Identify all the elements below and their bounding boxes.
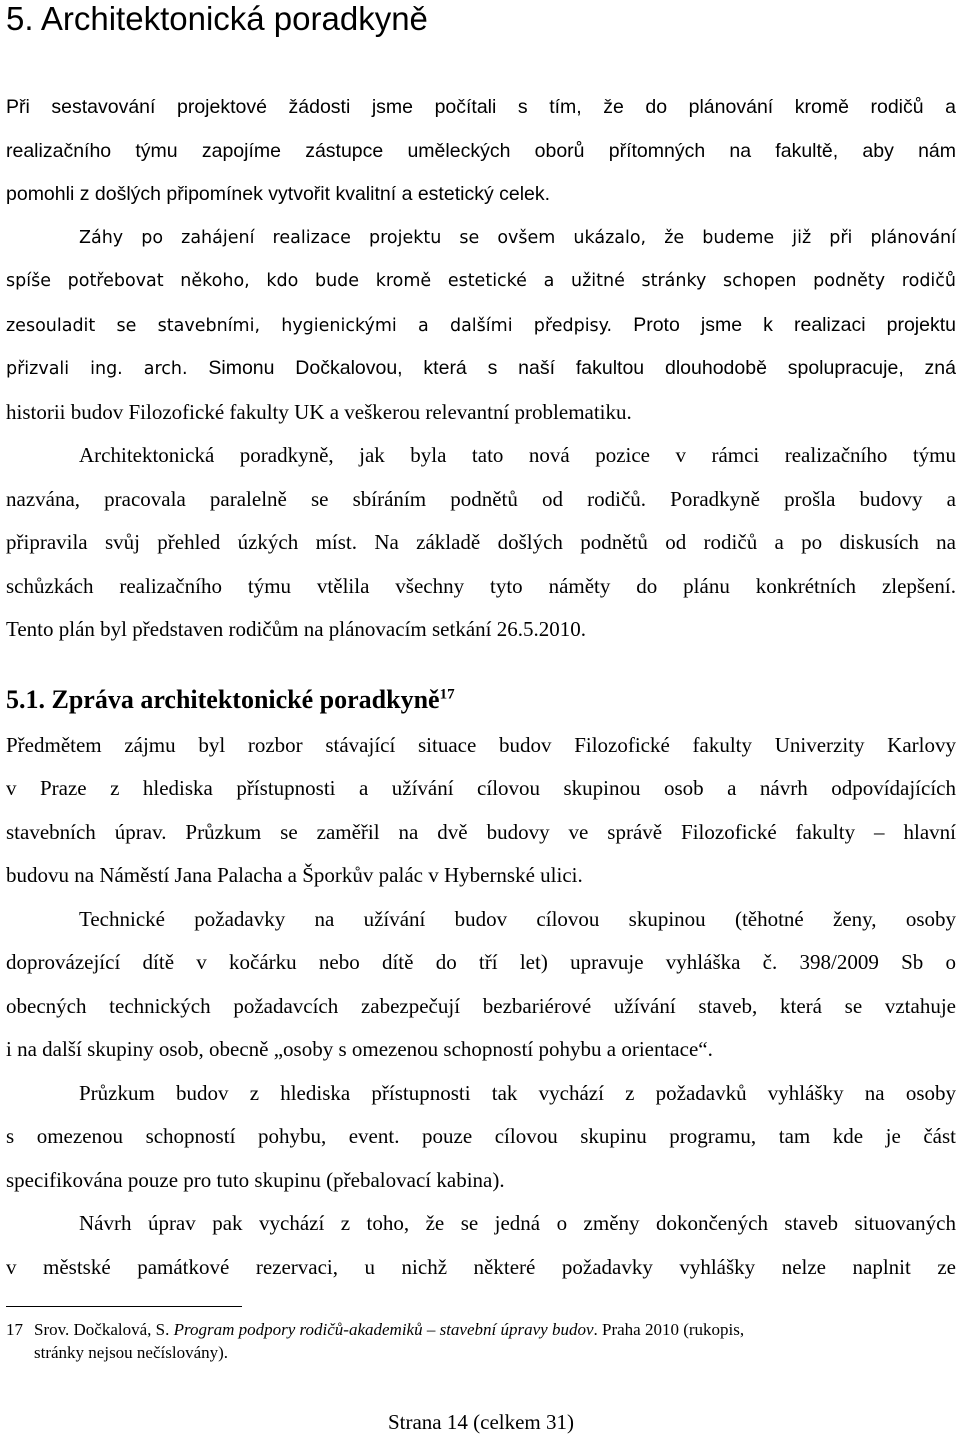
paragraph-line xyxy=(6,347,956,391)
chapter-title: 5. Architektonická poradkyně xyxy=(6,0,428,37)
paragraph-line: nazvána, pracovala paralelně se sbíráním podnětů od rodičů. Poradkyně prošla budovy a xyxy=(6,486,956,511)
footnote-continuation: stránky nejsou nečíslovány). xyxy=(34,1343,229,1362)
line-segment: Proto jsme k realizaci projektu xyxy=(612,313,956,336)
paragraph-line: Předmětem zájmu byl rozbor stávající situace budov Filozofické fakulty Univerzity Karlovy xyxy=(6,732,956,757)
paragraph-line: Architektonická poradkyně, jak byla tato nová pozice v rámci realizačního týmu xyxy=(79,443,956,467)
section-title-text: 5.1. Zpráva architektonické poradkyně xyxy=(6,685,440,714)
paragraph-line: v městské památkové rezervaci, u nichž některé požadavky vyhlášky nelze naplnit ze xyxy=(6,1254,956,1279)
footnote-line xyxy=(6,1318,956,1341)
paragraph-survey xyxy=(6,1072,956,1203)
paragraph-line: spíše potřebovat někoho, kdo bude kromě estetické a užitné stránky schopen podněty rodičů xyxy=(6,271,956,291)
paragraph-line: Průzkum budov z hlediska přístupnosti tak vychází z požadavků vyhlášky na osoby xyxy=(79,1080,956,1105)
footnote-separator xyxy=(6,1306,242,1307)
paragraph-architect-role xyxy=(6,434,956,652)
paragraph-subject xyxy=(6,724,956,898)
paragraph-line: budovu na Náměstí Jana Palacha a Šporkův palác v Hybernské ulici. xyxy=(6,863,583,887)
paragraph-line: stavebních úprav. Průzkum se zaměřil na dvě budovy ve správě Filozofické fakulty – hlavní xyxy=(6,819,956,844)
paragraph-proposal xyxy=(6,1202,956,1289)
paragraph-line: Záhy po zahájení realizace projektu se ovšem ukázalo, že budeme již při plánování xyxy=(79,227,956,248)
paragraph-intro xyxy=(6,86,956,217)
paragraph-line: obecných technických požadavcích zabezpečují bezbariérové užívání staveb, která se vztahuje xyxy=(6,993,956,1018)
paragraph-line: v Praze z hlediska přístupnosti a užívání cílovou skupinou osob a návrh odpovídajících xyxy=(6,776,956,800)
paragraph-line: i na další skupiny osob, obecně „osoby s omezenou schopností pohybu a orientace“. xyxy=(6,1037,713,1061)
paragraph-line: realizačního týmu zapojíme zástupce uměleckých oborů přítomných na fakultě, aby nám xyxy=(6,139,956,162)
paragraph-line: specifikována pouze pro tuto skupinu (přebalovací kabina). xyxy=(6,1167,505,1192)
paragraph-line: Technické požadavky na užívání budov cílovou skupinou (těhotné ženy, osoby xyxy=(79,906,956,931)
paragraph-line: pomohli z došlých připomínek vytvořit kvalitní a estetický celek. xyxy=(6,183,551,205)
footnote-reference: 17 xyxy=(439,686,455,703)
paragraph-line: připravila svůj přehled úzkých míst. Na základě došlých podnětů od rodičů a po diskusích na xyxy=(6,530,956,554)
paragraph-architect-need xyxy=(6,217,956,435)
paragraph-technical-requirements xyxy=(6,898,956,1072)
section-title xyxy=(6,680,455,720)
line-segment: zesouladit se stavebními, hygienickými a dalšími předpisy. xyxy=(6,315,613,336)
footnote-text: . Praha 2010 (rukopis, xyxy=(593,1320,745,1339)
paragraph-line: Návrh úprav pak vychází z toho, že se jedná o změny dokončených staveb situovaných xyxy=(79,1211,956,1235)
footnote-text: Srov. Dočkalová, S. xyxy=(34,1320,174,1339)
paragraph-line: schůzkách realizačního týmu vtělila všechny tyto náměty do plánu konkrétních zlepšení. xyxy=(6,573,956,598)
page-number: Strana 14 (celkem 31) xyxy=(387,1410,575,1434)
footnote-number: 17 xyxy=(6,1320,23,1339)
footnote xyxy=(6,1318,956,1364)
paragraph-line: Při sestavování projektové žádosti jsme počítali s tím, že do plánování kromě rodičů a xyxy=(6,96,956,118)
line-segment: přizvali ing. arch. xyxy=(6,359,188,379)
paragraph-line: s omezenou schopností pohybu, event. pouze cílovou skupinu programu, tam kde je část xyxy=(6,1124,956,1148)
paragraph-line: Tento plán byl představen rodičům na plánovacím setkání 26.5.2010. xyxy=(6,617,586,641)
paragraph-line xyxy=(6,304,956,348)
document-page xyxy=(6,0,956,1440)
paragraph-line: historii budov Filozofické fakulty UK a veškerou relevantní problematiku. xyxy=(6,399,632,424)
line-segment: Simonu Dočkalovou, která s naší fakultou dlouhodobě spolupracuje, zná xyxy=(187,357,956,379)
footnote-cited-title: Program podpory rodičů-akademiků – stavební úpravy budov xyxy=(173,1320,594,1339)
paragraph-line: doprovázející dítě v kočárku nebo dítě do tří let) upravuje vyhláška č. 398/2009 Sb o xyxy=(6,950,956,974)
